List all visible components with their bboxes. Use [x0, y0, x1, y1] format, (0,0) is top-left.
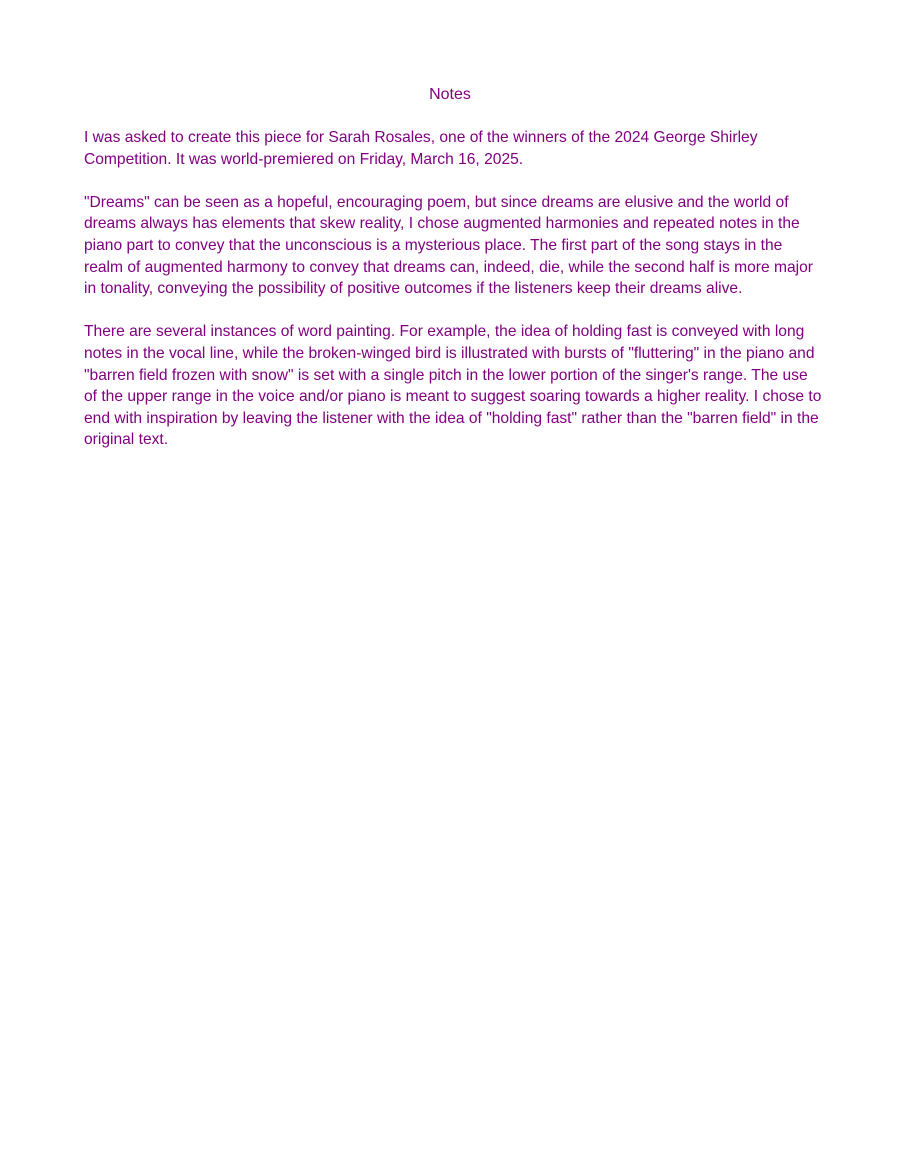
paragraph-commission: I was asked to create this piece for Sarah Rosales, one of the winners of the 2024 George Shirley Competition. It was world-premiered on Friday, March 16, 2025.	[84, 129, 758, 168]
page-title: Notes	[429, 86, 471, 103]
notes-body	[84, 127, 824, 473]
paragraph-word-painting: There are several instances of word painting. For example, the idea of holding fast is conveyed with long notes in the vocal line, while the broken-winged bird is illustrated with bursts of "fluttering" in the piano and "barren field frozen with snow" is set with a single pitch in the lower portion of the singer's range. The use of the upper range in the voice and/or piano is meant to suggest soaring towards a higher reality. I chose to end with inspiration by leaving the listener with the idea of "holding fast" rather than the "barren field" in the original text.	[84, 323, 822, 449]
paragraph-harmony: "Dreams" can be seen as a hopeful, encouraging poem, but since dreams are elusive and the world of dreams always has elements that skew reality, I chose augmented harmonies and repeated notes in the piano part to convey that the unconscious is a mysterious place. The first part of the song stays in the realm of augmented harmony to convey that dreams can, indeed, die, while the second half is more major in tonality, conveying the possibility of positive outcomes if the listeners keep their dreams alive.	[84, 193, 813, 298]
